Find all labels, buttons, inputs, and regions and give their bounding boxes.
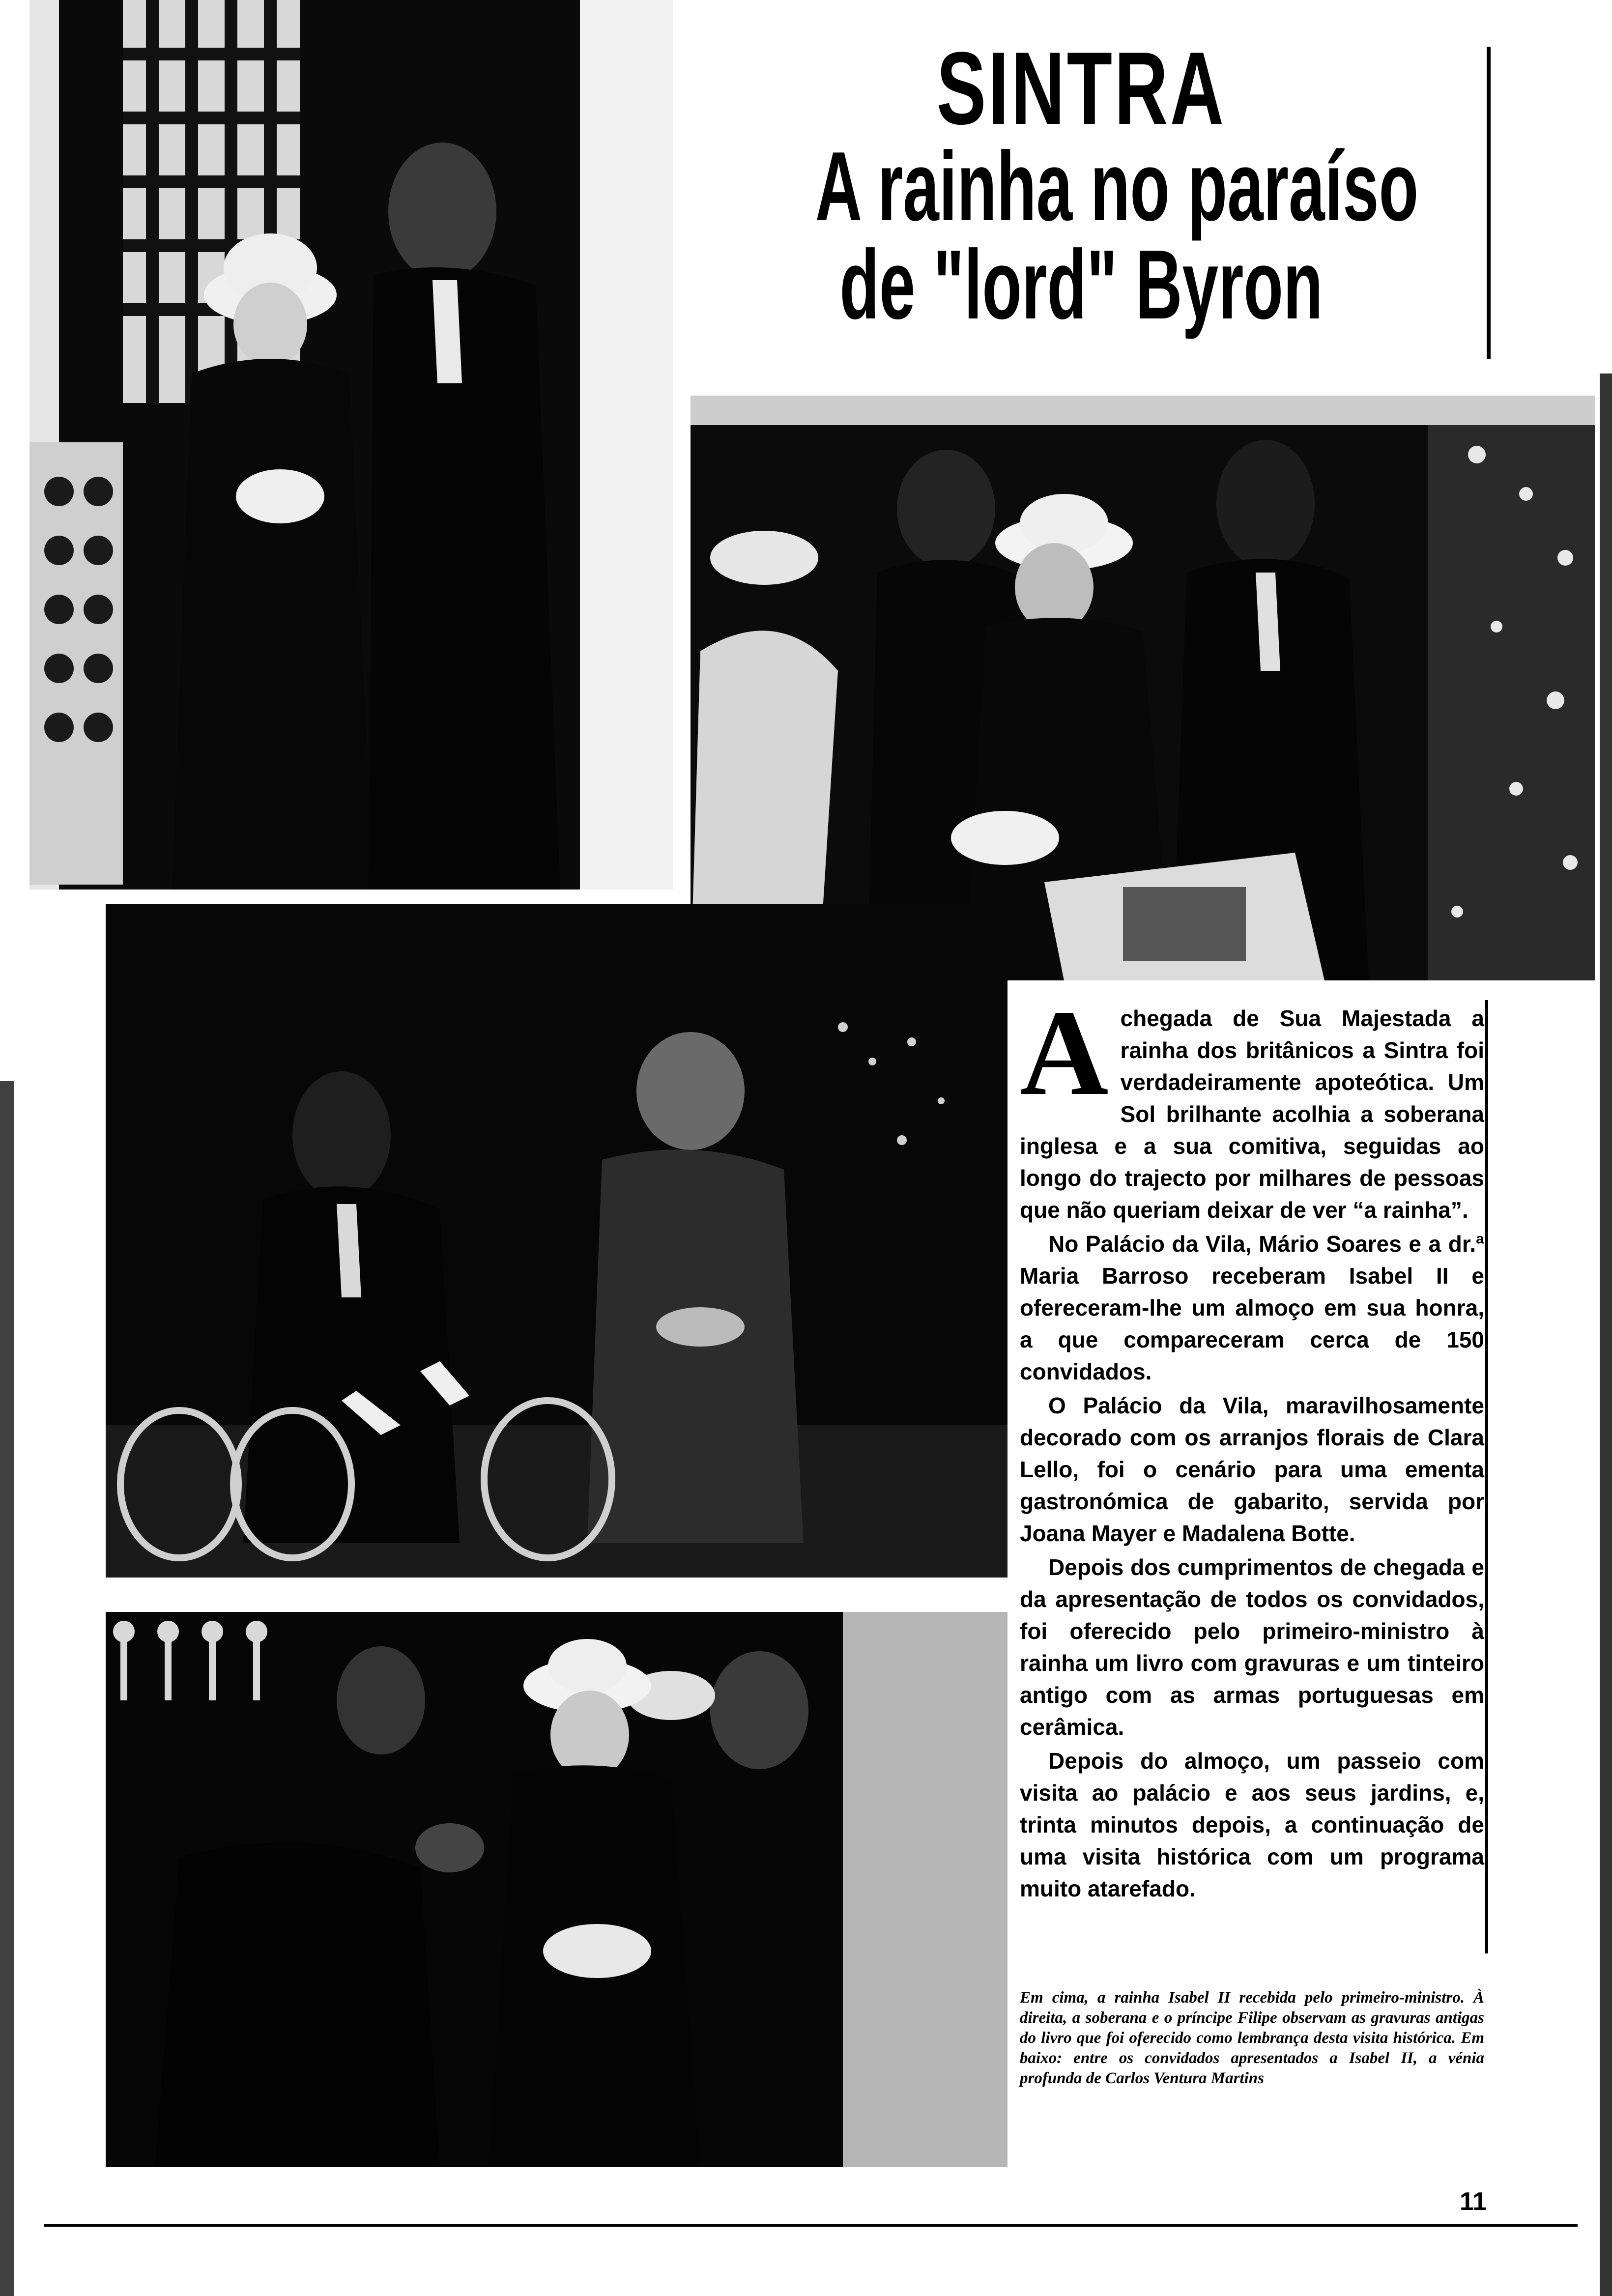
article-paragraph-4: Depois dos cumprimentos de chegada e da apresentação de todos os convidados, foi oferecido pelo primeiro-ministro à rainha um livro com gravuras e um tinteiro antigo com as armas portuguesas em cerâmica.: [1020, 1554, 1484, 1740]
article-paragraph-1: [1020, 985, 1484, 1226]
photo-2-image: [691, 396, 1595, 980]
scan-edge-right: [1600, 373, 1612, 2296]
page-number: 11: [1460, 2187, 1487, 2216]
article-paragraph-5: Depois do almoço, um passeio com visita ao palácio e aos seus jardins, e, trinta minutos depois, a continuação de uma visita histórica com um programa muito atarefado.: [1020, 1748, 1484, 1901]
headline: [678, 30, 1484, 369]
photo-3-image: [106, 904, 1008, 1578]
photo-caption: Em cima, a rainha Isabel II recebida pelo primeiro-ministro. À direita, a soberana e o príncipe Filipe observam as gravuras antigas do livro que foi oferecido como lembrança desta visita histórica. Em baixo: entre os convidados apresentados a Isabel II, a vénia profunda de Carlos Ventura Martins: [1020, 1989, 1484, 2087]
bottom-rule: [44, 2224, 1578, 2227]
article-paragraph-1-text: chegada de Sua Majestada a rainha dos britânicos a Sintra foi verdadeiramente apoteótica. Um Sol brilhante acolhia a soberana inglesa e a sua comitiva, seguidas ao longo do trajecto por milhares de pessoas que não queriam deixar de ver “a rainha”.: [1020, 1005, 1484, 1223]
article-paragraph-3: O Palácio da Vila, maravilhosamente decorado com os arranjos florais de Clara Lello, foi o cenário para uma ementa gastronómica de gabarito, servida por Joana Mayer e Madalena Botte.: [1020, 1393, 1484, 1546]
scan-edge-left: [0, 1081, 14, 2296]
photo-queen-and-prince-view-engravings: [691, 396, 1595, 980]
headline-line-3: de "lord" Byron: [839, 230, 1323, 340]
photo-4-image: [106, 1612, 1008, 2167]
headline-rule: [1487, 47, 1491, 359]
drop-cap: A: [1020, 985, 1109, 1121]
photo-queen-received-by-prime-minister: [29, 0, 673, 890]
article-paragraph-2: No Palácio da Vila, Mário Soares e a dr.ª Maria Barroso receberam Isabel II e ofereceram-lhe um almoço em sua honra, a que compareceram cerca de 150 convidados.: [1020, 1231, 1484, 1384]
headline-kicker: SINTRA: [936, 30, 1226, 146]
article-rule: [1485, 1000, 1488, 1953]
photo-guests-presented-to-queen: [106, 1612, 1008, 2167]
photo-luncheon-guests: [106, 904, 1008, 1578]
headline-line-2: A rainha no paraíso: [815, 132, 1419, 241]
article-body: [1020, 985, 1484, 1907]
photo-1-image: [29, 0, 673, 890]
